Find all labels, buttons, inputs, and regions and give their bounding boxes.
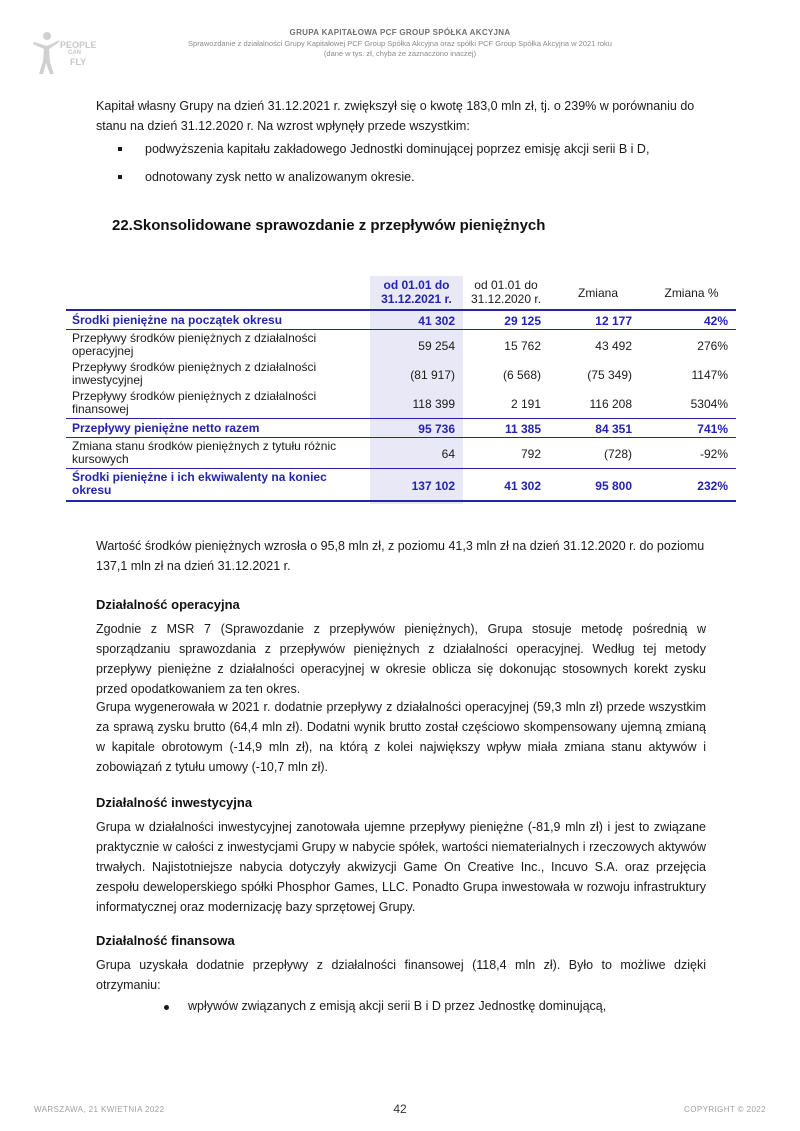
operating-paragraph-2: Grupa wygenerowała w 2021 r. dodatnie przepływy z działalności operacyjnej (59,3 mln zł) przede wszystkim za sprawą zysku brutto (64,4 mln zł). Dodatni wynik brutto został częściowo skompensowany ujemną zmianą w kapitale obrotowym (-14,9 mln zł), na którą z kolei największy wpływ miała zmiana stanu aktywów i zobowiązań z tytułu umowy (-10,7 mln zł). <box>96 700 706 774</box>
company-name: GRUPA KAPITAŁOWA PCF GROUP SPÓŁKA AKCYJNA <box>289 28 511 37</box>
report-title: Sprawozdanie z działalności Grupy Kapitałowej PCF Group Spółka Akcyjna oraz spółki PCF Group Spółka Akcyjna w 2021 roku <box>188 39 612 48</box>
divider <box>66 418 736 419</box>
header-change-pct: Zmiana % <box>664 286 719 300</box>
header-change: Zmiana <box>577 286 618 300</box>
footer-copyright: COPYRIGHT © 2022 <box>684 1105 766 1114</box>
list-item: odnotowany zysk netto w analizowanym okresie. <box>118 167 718 187</box>
footer-date: WARSZAWA, 21 KWIETNIA 2022 <box>34 1105 165 1114</box>
intro-line-2: stanu na dzień 31.12.2020 r. Na wzrost wpłynęły przede wszystkim: <box>96 119 470 133</box>
cash-summary-paragraph: Wartość środków pieniężnych wzrosła o 95,8 mln zł, z poziomu 41,3 mln zł na dzień 31.12.2020 r. do poziomu 137,1 mln zł na dzień 31.12.2021 r. <box>96 539 705 573</box>
table-row: Przepływy środków pieniężnych z działalności operacyjnej 59 254 15 762 43 492 276% <box>72 331 728 358</box>
intro-paragraph <box>96 96 706 136</box>
table-row: Środki pieniężne i ich ekwiwalenty na koniec okresu 137 102 41 302 95 800 232% <box>72 470 728 497</box>
operating-paragraph-1: Zgodnie z MSR 7 (Sprawozdanie z przepływów pieniężnych), Grupa stosuje metodę pośrednią w sporządzaniu sprawozdania z przepływów pieniężnych z działalności operacyjnej. Według tej metody przepływy pieniężne z działalności operacyjnej w okresie oblicza się dokonując stosownych korekt zysku przed opodatkowaniem za ten okres. <box>96 622 706 696</box>
section-title: 22.Skonsolidowane sprawozdanie z przepływów pieniężnych <box>112 217 546 234</box>
logo-wordmark: PEOPLE CAN FLY <box>60 40 97 67</box>
header-current-period: od 01.01 do 31.12.2021 r. <box>381 278 452 306</box>
divider <box>66 437 736 438</box>
divider <box>66 500 736 502</box>
page-header <box>0 28 800 58</box>
investing-heading: Działalność inwestycyjna <box>96 795 253 810</box>
list-item: podwyższenia kapitału zakładowego Jednostki dominującej poprzez emisję akcji serii B i D, <box>118 139 718 159</box>
table-row: Środki pieniężne na początek okresu 41 302 29 125 12 177 42% <box>72 313 728 328</box>
table-row: Przepływy pieniężne netto razem 95 736 11 385 84 351 741% <box>72 421 728 436</box>
investing-paragraph: Grupa w działalności inwestycyjnej zanotowała ujemne przepływy pieniężne (-81,9 mln zł) i jest to związane praktycznie w całości z inwestycjami Grupy w nabycie spółek, wartości niematerialnych i rzeczowych aktywów trwałych. Najistotniejsze nabycia dotyczyły akwizycji Game On Creative Inc., Incuvo S.A. oraz przejęcia zespołu deweloperskiego spółki Phosphor Games, LLC. Ponadto Grupa inwestowała w rozwoju infrastruktury informatycznej oraz modernizację bazy sprzętowej Grupy. <box>96 820 706 914</box>
table-row: Przepływy środków pieniężnych z działalności finansowej 118 399 2 191 116 208 5304% <box>72 389 728 416</box>
financing-heading: Działalność finansowa <box>96 933 235 948</box>
table-row: Przepływy środków pieniężnych z działalności inwestycyjnej (81 917) (6 568) (75 349) 1147% <box>72 360 728 387</box>
divider <box>66 329 736 330</box>
divider <box>66 309 736 311</box>
list-item: wpływów związanych z emisją akcji serii B i D przez Jednostkę dominującą, <box>168 999 606 1013</box>
table-row: Zmiana stanu środków pieniężnych z tytułu różnic kursowych 64 792 (728) -92% <box>72 439 728 466</box>
page-number: 42 <box>393 1102 407 1116</box>
intro-line-1: Kapitał własny Grupy na dzień 31.12.2021 r. zwiększył się o kwotę 183,0 mln zł, tj. o 239% w porównaniu do <box>96 99 695 113</box>
divider <box>66 468 736 469</box>
operating-heading: Działalność operacyjna <box>96 597 240 612</box>
financing-paragraph: Grupa uzyskała dodatnie przepływy z działalności finansowej (118,4 mln zł). Było to możliwe dzięki otrzymaniu: <box>96 958 706 992</box>
header-prior-period: od 01.01 do 31.12.2020 r. <box>470 278 542 306</box>
units-note: (dane w tys. zł, chyba że zaznaczono inaczej) <box>323 49 477 58</box>
intro-bullets <box>118 139 718 187</box>
